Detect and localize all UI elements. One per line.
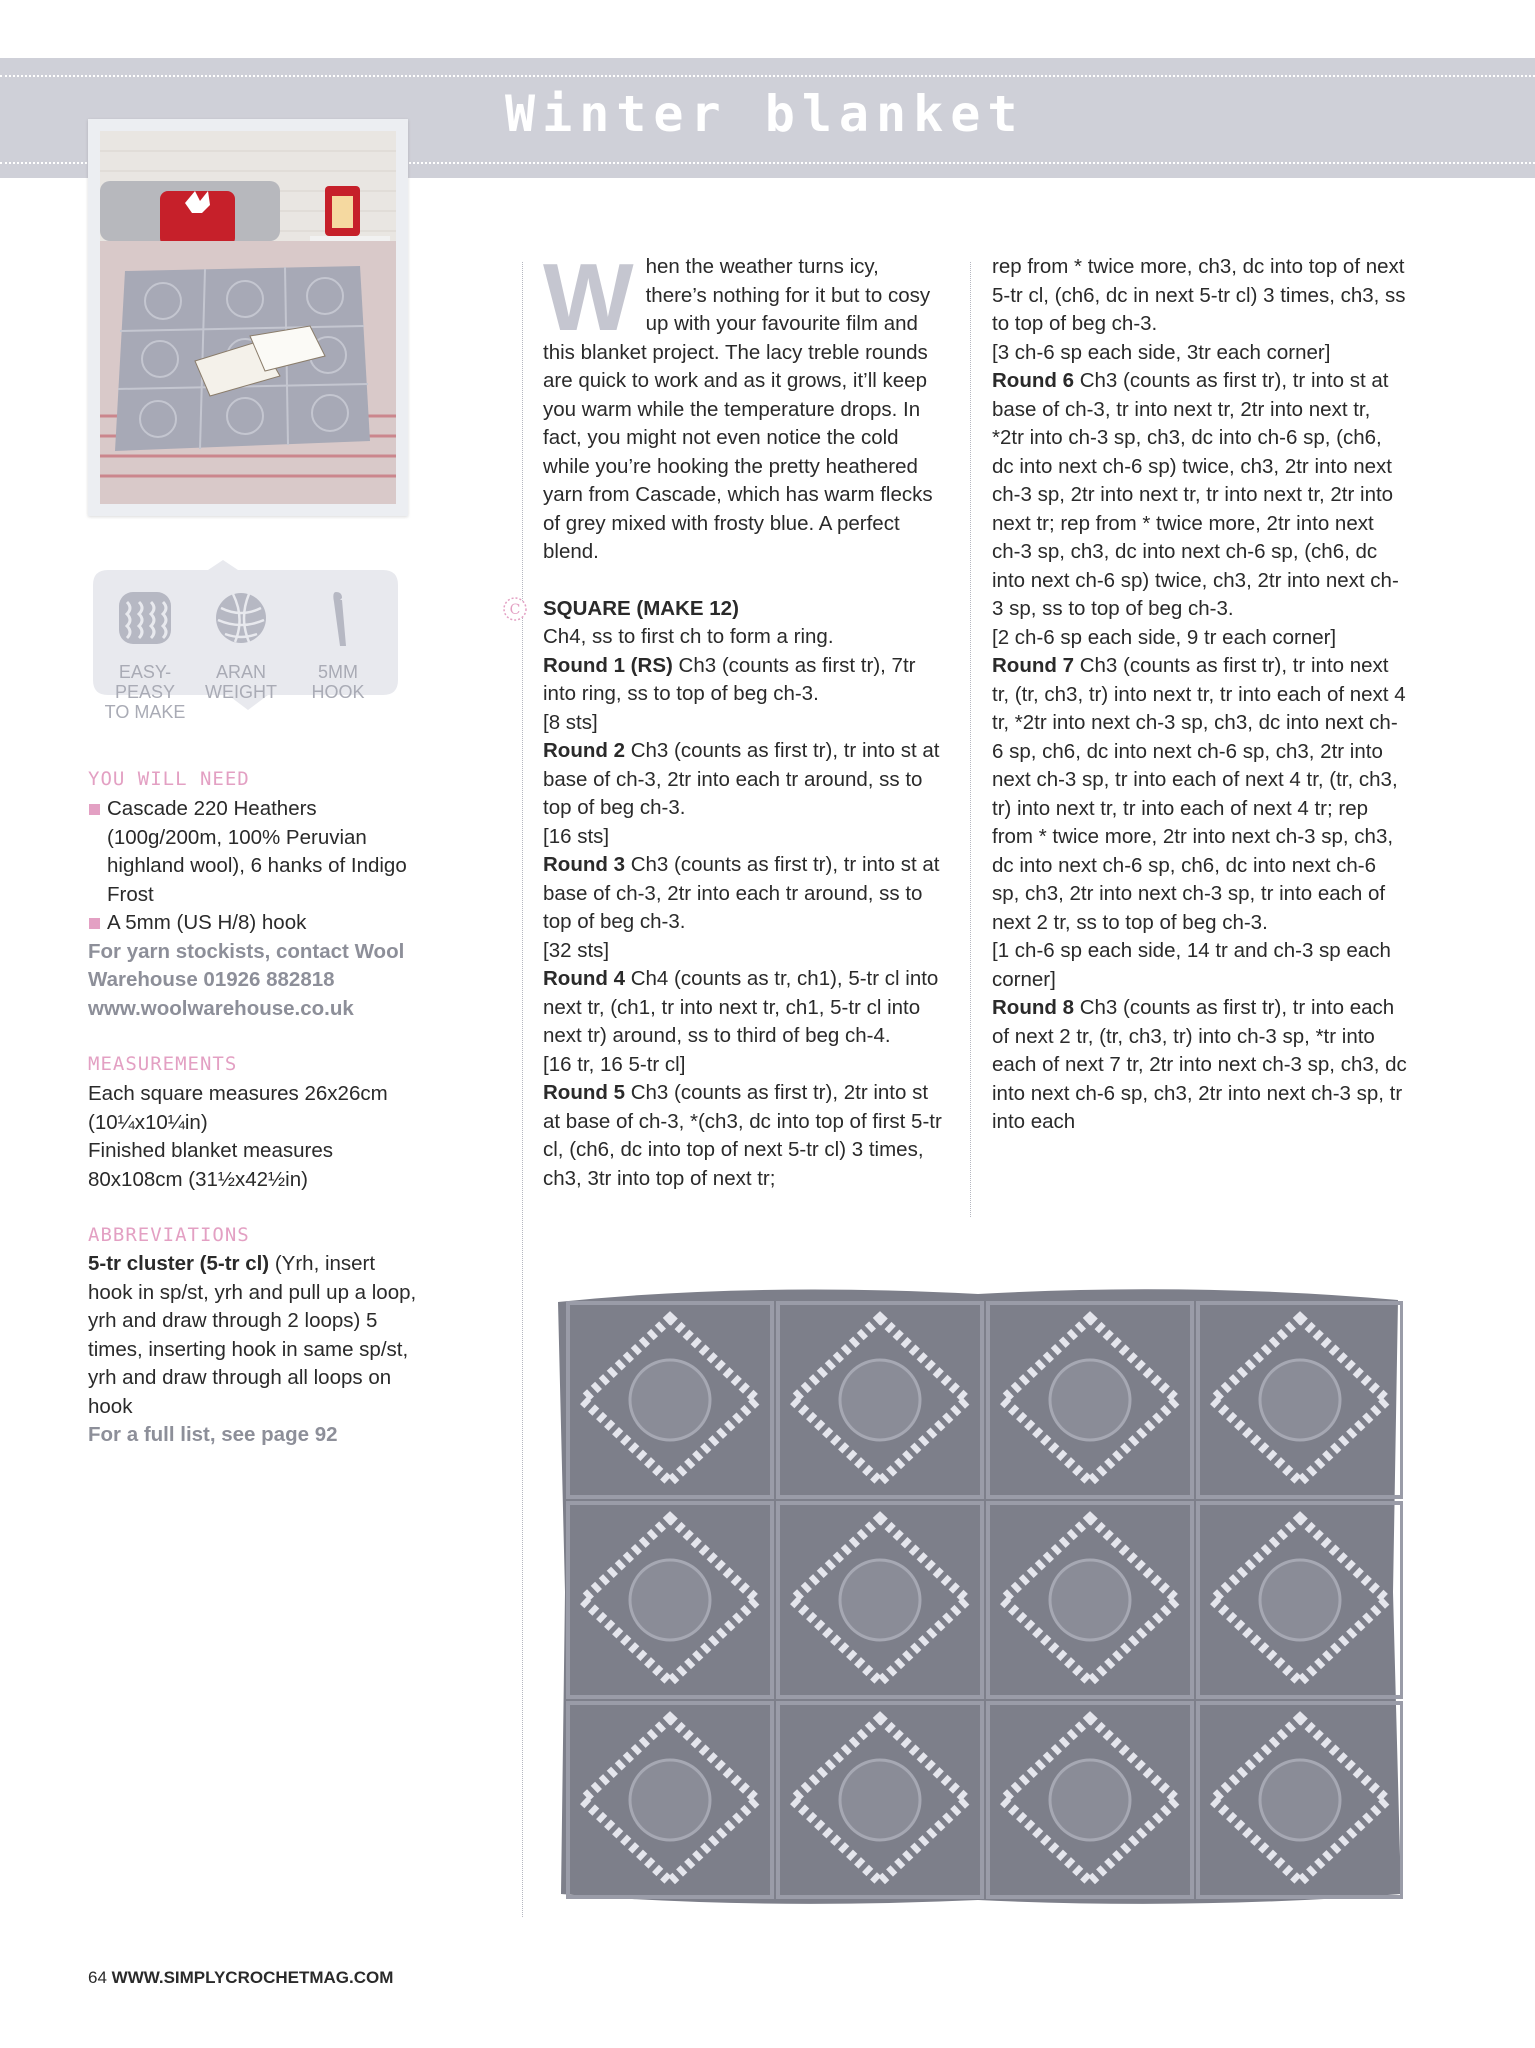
round-1 bbox=[543, 652, 943, 709]
column-divider bbox=[522, 262, 523, 1917]
materials-item: Cascade 220 Heathers (100g/200m, 100% Peruvian highland wool), 6 hanks of Indigo Frost bbox=[88, 795, 418, 909]
round-label: Round 2 bbox=[543, 739, 625, 762]
stitch-count: [8 sts] bbox=[543, 710, 598, 734]
round-label: Round 7 bbox=[992, 654, 1074, 677]
round-text: Ch3 (counts as first tr), tr into next tr, (tr, ch3, tr) into next tr, tr into each of next 4 tr, *2tr into next ch-3 sp, ch3, dc into next ch-6 sp, ch6, dc into next ch-6 sp, ch3, 2tr into next ch-3 sp, tr into each of next 4 tr, (tr, ch3, tr) into next tr, tr into each of next 4 tr; rep from * twice more, 2tr into next ch-3 sp, ch3, dc into next ch-6 sp, ch6, dc into next ch-6 sp, ch3, 2tr into next ch-3 sp, tr into each of next 2 tr, ss to top of beg ch-3. bbox=[992, 654, 1406, 934]
square-heading: SQUARE (MAKE 12) bbox=[543, 596, 739, 620]
round-label: Round 6 bbox=[992, 369, 1074, 392]
page-footer bbox=[88, 1968, 393, 1988]
badge-label-easy: EASY-PEASY TO MAKE bbox=[104, 662, 186, 722]
you-will-need-heading: YOU WILL NEED bbox=[88, 768, 250, 790]
round-6 bbox=[992, 367, 1407, 624]
stockist-note: For yarn stockists, contact Wool Warehouse 01926 882818 www.woolwarehouse.co.uk bbox=[88, 939, 405, 1020]
pattern-column-1 bbox=[543, 244, 943, 1193]
measurement-line: Each square measures 26x26cm (10¼x10¼in) bbox=[88, 1082, 388, 1134]
abbreviations-heading: ABBREVIATIONS bbox=[88, 1224, 250, 1246]
round-label: Round 8 bbox=[992, 996, 1074, 1019]
intro-paragraph bbox=[543, 244, 943, 567]
column-divider bbox=[970, 262, 971, 1217]
stitch-count: [1 ch-6 sp each side, 14 tr and ch-3 sp each corner] bbox=[992, 939, 1391, 991]
materials-item: A 5mm (US H/8) hook bbox=[88, 909, 418, 938]
stitch-count: [3 ch-6 sp each side, 3tr each corner] bbox=[992, 340, 1331, 364]
round-label: Round 4 bbox=[543, 967, 625, 990]
round-4 bbox=[543, 965, 943, 1051]
badge-label-aran: ARAN WEIGHT bbox=[205, 662, 277, 702]
skill-badges bbox=[88, 560, 403, 722]
round-8 bbox=[992, 994, 1407, 1137]
blanket-photo bbox=[553, 1282, 1403, 1912]
round-7 bbox=[992, 652, 1407, 937]
page-number: 64 bbox=[88, 1968, 107, 1987]
stitch-count: [16 tr, 16 5-tr cl] bbox=[543, 1052, 686, 1076]
pattern-section-icon bbox=[503, 597, 527, 621]
pattern-start: Ch4, ss to first ch to form a ring. bbox=[543, 625, 834, 648]
round-2 bbox=[543, 737, 943, 823]
badge-aran bbox=[186, 588, 296, 702]
round-text: Ch3 (counts as first tr), tr into st at base of ch-3, 2tr into each tr around, ss to top of beg ch-3. bbox=[543, 739, 940, 819]
banner-stitch-top bbox=[0, 75, 1535, 77]
round-3 bbox=[543, 851, 943, 937]
round-text: Ch3 (counts as first tr), tr into st at base of ch-3, 2tr into each tr around, ss to top of beg ch-3. bbox=[543, 853, 940, 933]
round-text: Ch3 (counts as first tr), tr into st at base of ch-3, tr into next tr, 2tr into next tr, *2tr into ch-3 sp, ch3, dc into ch-6 sp, (ch6, dc into next ch-6 sp) twice, ch3, 2tr into next ch-3 sp, 2tr into next tr, tr into next tr, 2tr into next tr; rep from * twice more, 2tr into next ch-3 sp, ch3, dc into next ch-6 sp, (ch6, dc into next ch-6 sp) twice, ch3, 2tr into next ch-3 sp, ss to top of beg ch-3. bbox=[992, 369, 1399, 620]
hero-photo bbox=[88, 119, 408, 516]
stitch-count: [2 ch-6 sp each side, 9 tr each corner] bbox=[992, 625, 1337, 649]
website: WWW.SIMPLYCROCHETMAG.COM bbox=[111, 1968, 394, 1987]
stitch-count: [16 sts] bbox=[543, 824, 610, 848]
round-label: Round 3 bbox=[543, 853, 625, 876]
round-text: Ch3 (counts as first tr), tr into each of next 2 tr, (tr, ch3, tr) into ch-3 sp, *tr into each of next 7 tr, 2tr into next ch-3 sp, ch3, dc into next ch-6 sp, ch3, 2tr into next ch-3 sp, tr into each bbox=[992, 996, 1407, 1133]
pattern-column-2 bbox=[992, 253, 1407, 1137]
abbreviations-section bbox=[88, 1250, 418, 1450]
round-label: Round 1 (RS) bbox=[543, 653, 673, 677]
round-text: Ch3 (counts as first tr), 2tr into st at base of ch-3, *(ch3, dc into top of first 5-tr cl, (ch6, dc into top of next 5-tr cl) 3 times, ch3, 3tr into top of next tr; bbox=[543, 1081, 942, 1190]
round-text: Ch4 (counts as tr, ch1), 5-tr cl into next tr, (ch1, tr into next tr, ch1, 5-tr cl into next tr) around, ss to third of beg ch-4. bbox=[543, 967, 939, 1047]
abbreviation-entry bbox=[88, 1250, 418, 1421]
abbreviation-term: 5-tr cluster (5-tr cl) bbox=[88, 1252, 270, 1275]
round-text: Ch3 (counts as first tr), 7tr into ring, ss to top of beg ch-3. bbox=[543, 653, 916, 705]
measurement-line: Finished blanket measures 80x108cm (31½x42½in) bbox=[88, 1139, 333, 1191]
badge-easy bbox=[90, 588, 200, 722]
intro-text: hen the weather turns icy, there’s nothing for it but to cosy up with your favourite film and this blanket project. The lacy treble rounds are quick to work and as it grows, it’ll keep you warm while the temperature drops. In fact, you might not even notice the cold while you’re hooking the pretty heathered yarn from Cascade, which has warm flecks of grey mixed with frosty blue. A perfect blend. bbox=[543, 255, 933, 563]
you-will-need-section bbox=[88, 795, 418, 1023]
round-5-continued: rep from * twice more, ch3, dc into top of next 5-tr cl, (ch6, dc in next 5-tr cl) 3 times, ch3, ss to top of beg ch-3. bbox=[992, 255, 1406, 335]
badge-hook bbox=[283, 588, 393, 702]
crochet-hook-icon bbox=[310, 588, 366, 648]
measurements-section bbox=[88, 1080, 418, 1194]
abbreviation-definition: (Yrh, insert hook in sp/st, yrh and pull up a loop, yrh and draw through 2 loops) 5 times, inserting hook in same sp/st, yrh and draw through all loops on hook bbox=[88, 1252, 417, 1418]
page-title: Winter blanket bbox=[505, 85, 1025, 143]
yarn-skein-icon bbox=[117, 588, 173, 648]
round-label: Round 5 bbox=[543, 1081, 625, 1104]
badge-label-hook: 5MM HOOK bbox=[311, 662, 365, 702]
stitch-count: [32 sts] bbox=[543, 938, 610, 962]
round-5 bbox=[543, 1079, 943, 1193]
full-list-note: For a full list, see page 92 bbox=[88, 1423, 338, 1446]
measurements-heading: MEASUREMENTS bbox=[88, 1053, 238, 1075]
bedroom-photo-illustration bbox=[100, 131, 396, 504]
pattern-icon-letter: C bbox=[509, 602, 521, 618]
drop-cap: W bbox=[543, 244, 634, 351]
yarn-ball-icon bbox=[213, 588, 269, 648]
